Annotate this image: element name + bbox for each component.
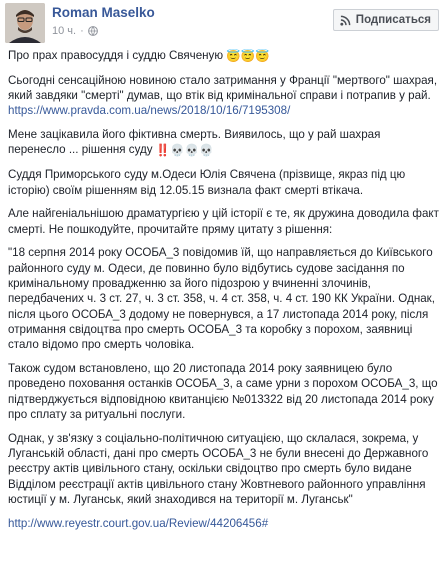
- avatar-photo-icon: [5, 3, 45, 43]
- paragraph-8: Однак, у зв'язку з соціально-політичною ситуацією, що склалася, зокрема, у Луганській області, дані про смерть ОСОБА_3 не були внесені до Державного реєстру актів цивільного стану, оскільки свідоцтво про смерть було видане Відділом реєстрації актів цивільного стану Жовтневого районного управління юстиції у м. Луганськ, який знаходився на території м. Луганськ": [8, 431, 429, 506]
- meta-separator: ·: [80, 25, 84, 37]
- paragraph-7: Також судом встановлено, що 20 листопада 2014 року заявницею було проведено поховання останків ОСОБА_3, а саме урни з порохом ОСОБА_3, що підтверджується відповідною квитанцією №013322 від 20 листопада 2014 року про сплату за ритуальні послуги.: [8, 362, 438, 421]
- paragraph-2: [8, 73, 440, 119]
- post-header: [0, 0, 447, 44]
- skull-emoji-icon: ‼️💀💀💀: [155, 144, 214, 158]
- paragraph-1-text: Про прах правосуддя і суддю Свяченую: [8, 49, 224, 62]
- paragraph-3: [8, 127, 440, 159]
- follow-button[interactable]: [333, 9, 439, 31]
- rss-icon: [340, 15, 351, 26]
- post-body: [8, 48, 440, 540]
- paragraph-4: Суддя Приморського суду м.Одеси Юлія Свячена (прізвище, якраз під цю історію) своїм рішенням від 12.05.15 визнала факт смерті втікача.: [8, 168, 406, 197]
- globe-icon[interactable]: [88, 26, 98, 36]
- post-meta: [52, 25, 98, 37]
- post-time[interactable]: 10 ч.: [52, 25, 77, 37]
- paragraph-2-text: Сьогодні сенсаційною новиною стало затримання у Франції "мертвого" шахрая, який завдяки "смерті" думав, що втік від кримінальної справи і потрапив у рай.: [8, 73, 438, 103]
- paragraph-9: [8, 516, 440, 531]
- author-name[interactable]: Roman Maselko: [52, 5, 155, 20]
- paragraph-6-quote: "18 серпня 2014 року ОСОБА_3 повідомив їй, що направляється до Київського районного суду м. Одеси, де повинно було відбутись судове засідання по кримінальному провадженню за його підозрою у вчиненні злочинів, передбачених ч. 3 ст. 27, ч. 3 ст. 358, ч. 4 ст. 358, ч. 4 ст. 190 КК України. Однак, після цього ОСОБА_3 додому не повернувся, а 17 листопада 2014 року, після отримання свідоцтва про смерть ОСОБА_3 та коробку з порохом, заявниці стало відомо про смерть чоловіка.: [8, 246, 435, 352]
- paragraph-5: Але найгеніальнішою драматургією у цій історії є те, як дружина доводила факт смерті. Не пошкодуйте, прочитайте пряму цитату з рішення:: [8, 207, 439, 236]
- news-link[interactable]: https://www.pravda.com.ua/news/2018/10/16/7195308/: [8, 104, 291, 118]
- halo-emoji-icon: 😇😇😇: [226, 50, 270, 63]
- avatar[interactable]: [5, 3, 45, 43]
- paragraph-1: [8, 48, 440, 64]
- court-registry-link[interactable]: http://www.reyestr.court.gov.ua/Review/44206456#: [8, 516, 269, 530]
- paragraph-3-text: Мене зацікавила його фіктивна смерть. Виявилось, що у рай шахрая перенесло ... рішення суду: [8, 128, 381, 157]
- follow-button-label: Подписаться: [355, 14, 431, 26]
